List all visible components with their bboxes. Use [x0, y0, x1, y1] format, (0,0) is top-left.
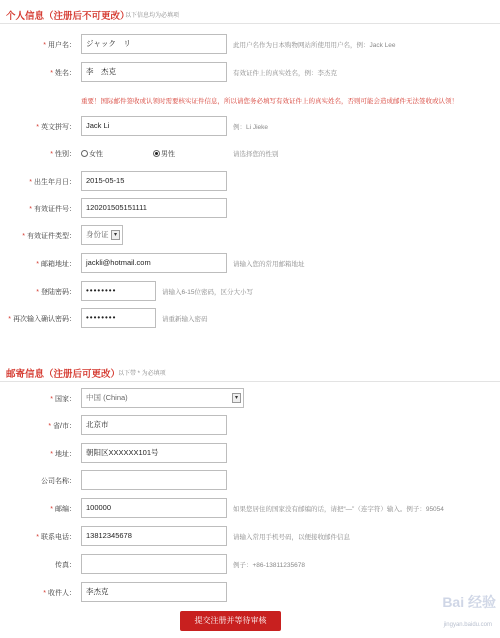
mailing-section-note: 以下带 * 为必填项 [118, 371, 166, 377]
username-row [0, 34, 500, 56]
gender-hint: 请选择您的性别 [233, 151, 279, 158]
password-input[interactable]: •••••••• [81, 281, 156, 301]
recipient-label: * 收件人： [43, 590, 76, 597]
submit-registration-button[interactable]: 提交注册并等待审核 [180, 611, 281, 631]
name-input[interactable]: 李 杰克 [81, 62, 227, 82]
id-type-row [0, 225, 500, 247]
phone-row [0, 526, 500, 548]
personal-section-note: 以下信息均为必填项 [125, 13, 180, 19]
password-label: * 登陆密码： [36, 289, 76, 296]
recipient-input[interactable]: 李杰克 [81, 582, 227, 602]
fax-label: 传真： [55, 562, 76, 569]
english-name-hint: 例：Li Jieke [233, 124, 269, 131]
gender-label: * 性别： [50, 151, 76, 158]
address-row [0, 443, 500, 465]
gender-female-option[interactable]: 女性 [81, 149, 103, 159]
real-name-warning: 重要！国际邮件签收或认领时需要核实证件信息，所以请您务必填写有效证件上的真实姓名，否则可能会造成邮件无法签收或认领！ [81, 98, 458, 105]
address-label: * 地址： [50, 451, 76, 458]
password-confirm-hint: 请重新输入密码 [162, 316, 208, 323]
country-row [0, 388, 500, 410]
id-number-label: * 有效证件号： [29, 206, 76, 213]
fax-hint: 例子：+86-13811235678 [233, 562, 305, 569]
name-label: * 姓名： [50, 70, 76, 77]
gender-row [0, 143, 500, 165]
country-select[interactable] [81, 388, 244, 408]
phone-label: * 联系电话： [36, 534, 76, 541]
postcode-label: * 邮编： [50, 506, 76, 513]
baidu-watermark-url: jingyan.baidu.com [443, 622, 492, 628]
province-input[interactable]: 北京市 [81, 415, 227, 435]
company-input[interactable] [81, 470, 227, 490]
chevron-down-icon[interactable]: ▾ [111, 230, 120, 240]
postcode-input[interactable]: 100000 [81, 498, 227, 518]
postcode-hint: 如果您居住的国家没有邮编的话，请把“—”（连字符）输入。例子：95054 [233, 506, 444, 513]
name-hint: 有效证件上的真实姓名，例：李杰克 [233, 70, 337, 77]
english-name-input[interactable]: Jack Li [81, 116, 227, 136]
password-hint: 请输入6-15位密码，区分大小写 [162, 289, 254, 296]
company-label: 公司名称： [41, 478, 76, 485]
password-row [0, 281, 500, 303]
phone-hint: 请输入常用手机号码，以便接收邮件信息 [233, 534, 350, 541]
password-confirm-row [0, 308, 500, 330]
username-label: * 用户名： [43, 42, 76, 49]
birthday-row [0, 171, 500, 193]
email-label: * 邮箱地址： [36, 261, 76, 268]
mailing-section-header [0, 358, 500, 382]
female-radio[interactable] [81, 150, 88, 157]
chevron-down-icon[interactable]: ▾ [232, 393, 241, 403]
id-type-select[interactable] [81, 225, 123, 245]
email-row [0, 253, 500, 275]
id-number-row [0, 198, 500, 220]
english-name-label: * 英文拼写： [36, 124, 76, 131]
email-hint: 请输入您的常用邮箱地址 [233, 261, 305, 268]
fax-input[interactable] [81, 554, 227, 574]
birthday-label: * 出生年月日： [29, 179, 76, 186]
english-name-row [0, 116, 500, 138]
personal-section-header [0, 0, 500, 24]
phone-input[interactable]: 13812345678 [81, 526, 227, 546]
company-row [0, 470, 500, 492]
id-type-value: 身份证 [86, 230, 109, 239]
birthday-input[interactable]: 2015-05-15 [81, 171, 227, 191]
fax-row [0, 554, 500, 576]
personal-section-title: 个人信息（注册后不可更改） [6, 11, 130, 22]
password-confirm-input[interactable]: •••••••• [81, 308, 156, 328]
country-value: 中国 (China) [86, 393, 128, 402]
email-input[interactable]: jackli@hotmail.com [81, 253, 227, 273]
province-label: * 省/市： [48, 423, 76, 430]
username-input[interactable]: ジャック リ [81, 34, 227, 54]
baidu-watermark: Bai 经验 [442, 594, 496, 610]
id-number-input[interactable]: 120201505151111 [81, 198, 227, 218]
country-label: * 国家： [50, 396, 76, 403]
name-row [0, 62, 500, 84]
mailing-section-title: 邮寄信息（注册后可更改） [6, 369, 121, 380]
address-input[interactable]: 朝阳区XXXXXX101号 [81, 443, 227, 463]
gender-male-option[interactable]: 男性 [153, 149, 175, 159]
recipient-row [0, 582, 500, 604]
password-confirm-label: * 再次输入确认密码： [8, 316, 76, 323]
postcode-row [0, 498, 500, 520]
male-radio[interactable] [153, 150, 160, 157]
id-type-label: * 有效证件类型： [22, 233, 76, 240]
username-hint: 此用户名作为日本购物网站所使用用户名，例：Jack Lee [233, 42, 396, 49]
province-row [0, 415, 500, 437]
